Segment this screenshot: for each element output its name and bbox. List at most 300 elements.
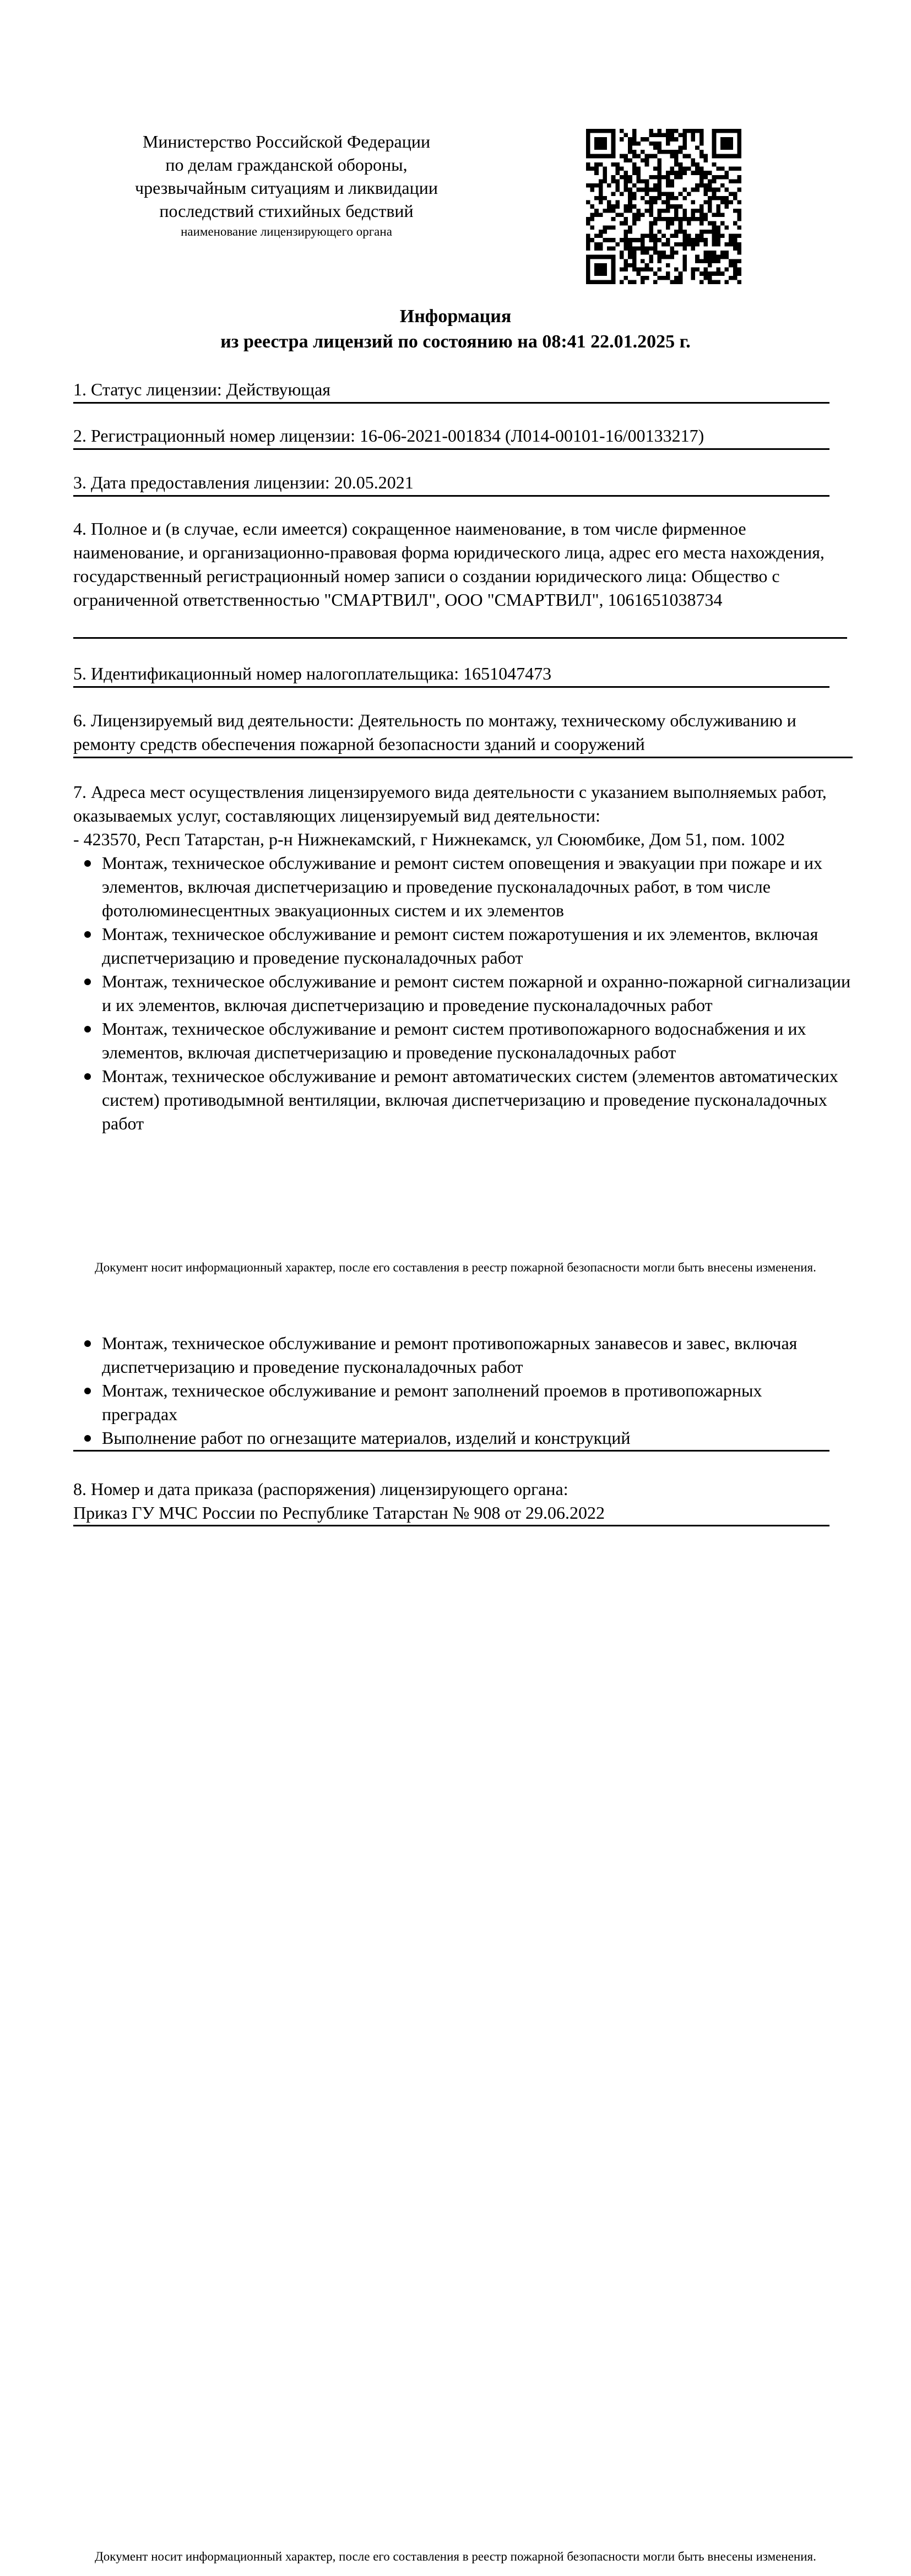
qr-module bbox=[703, 230, 708, 234]
qr-module bbox=[624, 175, 628, 180]
qr-module bbox=[712, 255, 717, 259]
qr-module bbox=[586, 268, 590, 272]
qr-module bbox=[725, 137, 729, 142]
qr-module bbox=[653, 188, 658, 192]
qr-module bbox=[599, 188, 603, 192]
qr-module bbox=[691, 129, 696, 133]
qr-module bbox=[708, 251, 712, 255]
qr-module bbox=[624, 246, 628, 251]
qr-module bbox=[607, 200, 611, 205]
qr-module bbox=[586, 255, 590, 259]
qr-module bbox=[699, 171, 704, 175]
qr-module bbox=[653, 280, 658, 284]
qr-module bbox=[703, 268, 708, 272]
qr-module bbox=[641, 234, 645, 238]
qr-module bbox=[666, 133, 670, 138]
qr-module bbox=[620, 255, 624, 259]
qr-module bbox=[679, 192, 683, 196]
qr-module bbox=[666, 271, 670, 276]
qr-module bbox=[670, 137, 674, 142]
qr-module bbox=[691, 200, 696, 205]
qr-module bbox=[599, 234, 603, 238]
qr-module bbox=[674, 242, 679, 247]
qr-module bbox=[599, 137, 603, 142]
qr-module bbox=[679, 225, 683, 230]
qr-module bbox=[653, 175, 658, 180]
qr-module bbox=[729, 142, 733, 146]
qr-module bbox=[708, 255, 712, 259]
qr-module bbox=[649, 209, 653, 213]
qr-module bbox=[607, 209, 611, 213]
qr-module bbox=[674, 137, 679, 142]
qr-module bbox=[594, 271, 599, 276]
qr-module bbox=[615, 183, 620, 188]
qr-module bbox=[691, 238, 696, 242]
qr-module bbox=[599, 242, 603, 247]
qr-module bbox=[615, 204, 620, 209]
qr-module bbox=[628, 225, 632, 230]
qr-module bbox=[611, 133, 616, 138]
qr-module bbox=[615, 242, 620, 247]
qr-module bbox=[603, 171, 607, 175]
qr-module bbox=[682, 188, 687, 192]
qr-module bbox=[599, 162, 603, 167]
qr-module bbox=[670, 251, 674, 255]
qr-module bbox=[611, 276, 616, 280]
qr-module bbox=[687, 238, 691, 242]
qr-module bbox=[658, 145, 662, 150]
qr-module bbox=[712, 280, 717, 284]
qr-module bbox=[712, 271, 717, 276]
qr-module bbox=[628, 280, 632, 284]
qr-module bbox=[653, 183, 658, 188]
qr-module bbox=[666, 209, 670, 213]
qr-module bbox=[703, 158, 708, 162]
qr-module bbox=[599, 142, 603, 146]
qr-module bbox=[695, 268, 699, 272]
qr-module bbox=[691, 217, 696, 221]
qr-module bbox=[674, 175, 679, 180]
qr-module bbox=[628, 242, 632, 247]
qr-module bbox=[649, 225, 653, 230]
qr-module bbox=[620, 238, 624, 242]
qr-module bbox=[682, 171, 687, 175]
list-item: Выполнение работ по огнезащите материалов, изделий и конструкций bbox=[102, 1426, 829, 1450]
qr-module bbox=[691, 171, 696, 175]
qr-module bbox=[703, 242, 708, 247]
qr-module bbox=[699, 230, 704, 234]
qr-module bbox=[624, 179, 628, 183]
qr-module bbox=[649, 133, 653, 138]
qr-module bbox=[586, 167, 590, 171]
qr-module bbox=[628, 192, 632, 196]
qr-module bbox=[620, 251, 624, 255]
disclaimer-note: Документ носит информационный характер, после его составления в реестр пожарной безопасности могли быть внесены изменения. bbox=[95, 1260, 816, 1274]
qr-module bbox=[658, 251, 662, 255]
qr-module bbox=[628, 175, 632, 180]
qr-module bbox=[733, 209, 738, 213]
qr-module bbox=[725, 280, 729, 284]
qr-module bbox=[737, 259, 741, 263]
qr-module bbox=[632, 251, 637, 255]
qr-module bbox=[653, 196, 658, 200]
qr-module bbox=[708, 209, 712, 213]
qr-module bbox=[599, 280, 603, 284]
qr-module bbox=[679, 171, 683, 175]
qr-module bbox=[599, 200, 603, 205]
qr-module bbox=[653, 242, 658, 247]
qr-module bbox=[632, 246, 637, 251]
qr-module bbox=[661, 200, 666, 205]
qr-module bbox=[679, 145, 683, 150]
qr-module bbox=[645, 179, 649, 183]
qr-module bbox=[670, 255, 674, 259]
org-line: Министерство Российской Федерации bbox=[142, 132, 431, 151]
qr-module bbox=[733, 259, 738, 263]
qr-module bbox=[695, 217, 699, 221]
qr-module bbox=[699, 167, 704, 171]
qr-module bbox=[737, 175, 741, 180]
qr-module bbox=[699, 238, 704, 242]
qr-module bbox=[674, 171, 679, 175]
qr-module bbox=[603, 129, 607, 133]
qr-module bbox=[682, 238, 687, 242]
qr-module bbox=[632, 150, 637, 154]
qr-module bbox=[658, 129, 662, 133]
qr-module bbox=[641, 196, 645, 200]
qr-module bbox=[670, 196, 674, 200]
qr-module bbox=[674, 154, 679, 159]
qr-module bbox=[687, 192, 691, 196]
qr-module bbox=[695, 255, 699, 259]
qr-module bbox=[658, 183, 662, 188]
qr-module bbox=[611, 255, 616, 259]
address: - 423570, Респ Татарстан, р-н Нижнекамский, г Нижнекамск, ул Сююмбике, Дом 51, пом. 1002 bbox=[73, 829, 785, 849]
qr-module bbox=[620, 221, 624, 226]
qr-module bbox=[645, 154, 649, 159]
licensing-order bbox=[73, 1477, 829, 1526]
qr-module bbox=[716, 255, 720, 259]
qr-module bbox=[658, 167, 662, 171]
qr-module bbox=[590, 154, 595, 159]
qr-module bbox=[699, 217, 704, 221]
list-item: Монтаж, техническое обслуживание и ремонт систем пожаротушения и их элементов, включая диспетчеризацию и проведение пусконаладочных работ bbox=[102, 922, 863, 970]
qr-module bbox=[733, 268, 738, 272]
qr-module bbox=[708, 171, 712, 175]
qr-module bbox=[632, 137, 637, 142]
qr-module bbox=[682, 133, 687, 138]
qr-module bbox=[666, 137, 670, 142]
licensing-authority bbox=[110, 130, 463, 240]
qr-module bbox=[720, 154, 725, 159]
qr-module bbox=[611, 129, 616, 133]
qr-module bbox=[645, 192, 649, 196]
qr-module bbox=[599, 154, 603, 159]
qr-module bbox=[649, 175, 653, 180]
qr-module bbox=[658, 209, 662, 213]
qr-module bbox=[590, 183, 595, 188]
title-line-2: из реестра лицензий по состоянию на 08:41 22.01.2025 г. bbox=[220, 331, 691, 352]
qr-module bbox=[603, 175, 607, 180]
qr-module bbox=[708, 183, 712, 188]
qr-module bbox=[666, 221, 670, 226]
qr-module bbox=[632, 268, 637, 272]
qr-module bbox=[695, 129, 699, 133]
qr-module bbox=[716, 175, 720, 180]
works-list bbox=[73, 1332, 829, 1450]
qr-module bbox=[645, 137, 649, 142]
qr-module bbox=[649, 213, 653, 217]
qr-module bbox=[594, 263, 599, 268]
qr-module bbox=[695, 183, 699, 188]
qr-module bbox=[725, 204, 729, 209]
qr-module bbox=[624, 133, 628, 138]
qr-module bbox=[599, 183, 603, 188]
qr-module bbox=[661, 209, 666, 213]
qr-module bbox=[703, 259, 708, 263]
qr-module bbox=[703, 251, 708, 255]
qr-module bbox=[712, 133, 717, 138]
qr-module bbox=[729, 167, 733, 171]
qr-module bbox=[658, 133, 662, 138]
qr-module bbox=[666, 242, 670, 247]
qr-module bbox=[670, 192, 674, 196]
qr-module bbox=[682, 209, 687, 213]
qr-module bbox=[641, 276, 645, 280]
qr-module bbox=[733, 196, 738, 200]
qr-module bbox=[658, 238, 662, 242]
qr-module bbox=[628, 142, 632, 146]
qr-module bbox=[607, 238, 611, 242]
qr-module bbox=[666, 263, 670, 268]
qr-module bbox=[716, 234, 720, 238]
qr-module bbox=[725, 200, 729, 205]
qr-module bbox=[737, 209, 741, 213]
qr-module bbox=[624, 204, 628, 209]
qr-module bbox=[624, 238, 628, 242]
qr-module bbox=[695, 259, 699, 263]
qr-module bbox=[725, 255, 729, 259]
qr-module bbox=[682, 234, 687, 238]
qr-module bbox=[703, 175, 708, 180]
qr-module bbox=[699, 204, 704, 209]
qr-module bbox=[624, 242, 628, 247]
qr-module bbox=[720, 137, 725, 142]
qr-module bbox=[594, 268, 599, 272]
qr-module bbox=[716, 129, 720, 133]
qr-module bbox=[695, 167, 699, 171]
qr-module bbox=[620, 268, 624, 272]
qr-module bbox=[586, 263, 590, 268]
qr-module bbox=[641, 179, 645, 183]
qr-module bbox=[666, 192, 670, 196]
qr-module bbox=[611, 175, 616, 180]
qr-module bbox=[708, 271, 712, 276]
qr-module bbox=[712, 150, 717, 154]
qr-module bbox=[636, 268, 641, 272]
qr-module bbox=[716, 188, 720, 192]
qr-module bbox=[624, 188, 628, 192]
qr-module bbox=[679, 162, 683, 167]
qr-module bbox=[666, 175, 670, 180]
qr-module bbox=[687, 217, 691, 221]
qr-module bbox=[729, 234, 733, 238]
qr-module bbox=[737, 200, 741, 205]
qr-module bbox=[658, 196, 662, 200]
qr-module bbox=[712, 221, 717, 226]
qr-module bbox=[624, 221, 628, 226]
qr-module bbox=[632, 213, 637, 217]
qr-module bbox=[615, 179, 620, 183]
qr-module bbox=[720, 129, 725, 133]
qr-module bbox=[649, 234, 653, 238]
qr-module bbox=[620, 167, 624, 171]
qr-module bbox=[674, 209, 679, 213]
org-line: по делам гражданской обороны, bbox=[165, 155, 408, 175]
qr-module bbox=[679, 204, 683, 209]
qr-module bbox=[737, 167, 741, 171]
qr-module bbox=[712, 162, 717, 167]
qr-module bbox=[661, 192, 666, 196]
qr-module bbox=[645, 268, 649, 272]
qr-module bbox=[590, 129, 595, 133]
qr-module bbox=[586, 200, 590, 205]
qr-module bbox=[670, 150, 674, 154]
qr-module bbox=[712, 188, 717, 192]
qr-module bbox=[708, 276, 712, 280]
qr-module bbox=[716, 209, 720, 213]
qr-module bbox=[666, 129, 670, 133]
qr-module bbox=[720, 196, 725, 200]
qr-module bbox=[679, 280, 683, 284]
qr-module bbox=[729, 137, 733, 142]
qr-module bbox=[641, 242, 645, 247]
qr-module bbox=[594, 162, 599, 167]
qr-module bbox=[733, 154, 738, 159]
qr-module bbox=[682, 196, 687, 200]
qr-module bbox=[632, 259, 637, 263]
qr-module bbox=[674, 204, 679, 209]
qr-module bbox=[586, 280, 590, 284]
qr-module bbox=[641, 251, 645, 255]
inn: 5. Идентификационный номер налогоплательщика: 1651047473 bbox=[73, 662, 829, 688]
qr-module bbox=[733, 276, 738, 280]
qr-module bbox=[645, 234, 649, 238]
qr-module bbox=[695, 242, 699, 247]
qr-module bbox=[628, 179, 632, 183]
qr-module bbox=[599, 129, 603, 133]
qr-module bbox=[708, 259, 712, 263]
qr-module bbox=[586, 238, 590, 242]
qr-module bbox=[703, 200, 708, 205]
qr-module bbox=[586, 234, 590, 238]
qr-module bbox=[666, 255, 670, 259]
qr-module bbox=[670, 204, 674, 209]
qr-module bbox=[624, 263, 628, 268]
qr-module bbox=[682, 268, 687, 272]
qr-module bbox=[716, 167, 720, 171]
qr-module bbox=[658, 230, 662, 234]
qr-module bbox=[594, 145, 599, 150]
qr-module bbox=[649, 142, 653, 146]
qr-module bbox=[699, 183, 704, 188]
qr-module bbox=[670, 183, 674, 188]
qr-module bbox=[603, 196, 607, 200]
qr-module bbox=[594, 246, 599, 251]
qr-module bbox=[674, 213, 679, 217]
qr-module bbox=[695, 162, 699, 167]
qr-module bbox=[603, 238, 607, 242]
qr-module bbox=[716, 225, 720, 230]
qr-module bbox=[641, 188, 645, 192]
qr-module bbox=[641, 213, 645, 217]
qr-module bbox=[620, 129, 624, 133]
qr-module bbox=[611, 145, 616, 150]
qr-module bbox=[590, 225, 595, 230]
qr-module bbox=[636, 175, 641, 180]
qr-module bbox=[699, 150, 704, 154]
qr-module bbox=[615, 213, 620, 217]
qr-module bbox=[611, 150, 616, 154]
qr-module bbox=[666, 183, 670, 188]
licensed-activity: 6. Лицензируемый вид деятельности: Деятельность по монтажу, техническому обслуживанию и ремонту средств обеспечения пожарной безопасности зданий и сооружений bbox=[73, 709, 853, 758]
qr-module bbox=[737, 242, 741, 247]
qr-module bbox=[636, 271, 641, 276]
qr-module bbox=[708, 179, 712, 183]
qr-module bbox=[733, 246, 738, 251]
qr-module bbox=[682, 259, 687, 263]
qr-module bbox=[725, 145, 729, 150]
qr-module bbox=[636, 171, 641, 175]
qr-module bbox=[645, 162, 649, 167]
qr-module bbox=[586, 276, 590, 280]
qr-module bbox=[615, 167, 620, 171]
qr-module bbox=[586, 133, 590, 138]
qr-module bbox=[632, 183, 637, 188]
qr-module bbox=[594, 142, 599, 146]
qr-module bbox=[695, 209, 699, 213]
qr-module bbox=[737, 137, 741, 142]
qr-module bbox=[695, 238, 699, 242]
order-heading: 8. Номер и дата приказа (распоряжения) лицензирующего органа: bbox=[73, 1479, 568, 1499]
qr-module bbox=[666, 171, 670, 175]
qr-module bbox=[666, 225, 670, 230]
qr-module bbox=[594, 129, 599, 133]
qr-module bbox=[632, 263, 637, 268]
list-item: Монтаж, техническое обслуживание и ремонт систем оповещения и эвакуации при пожаре и их элементов, включая диспетчеризацию и проведение пусконаладочных работ, в том числе фотолюминесцентных эвакуационных систем и их элементов bbox=[102, 851, 863, 922]
qr-module bbox=[687, 154, 691, 159]
qr-module bbox=[691, 268, 696, 272]
qr-module bbox=[603, 268, 607, 272]
qr-module bbox=[624, 234, 628, 238]
qr-module bbox=[733, 271, 738, 276]
qr-module bbox=[658, 268, 662, 272]
qr-module bbox=[586, 145, 590, 150]
qr-module bbox=[682, 142, 687, 146]
qr-module bbox=[725, 175, 729, 180]
qr-module bbox=[594, 196, 599, 200]
qr-module bbox=[720, 234, 725, 238]
qr-module bbox=[737, 246, 741, 251]
qr-module bbox=[594, 255, 599, 259]
qr-module bbox=[737, 225, 741, 230]
issue-date: 3. Дата предоставления лицензии: 20.05.2021 bbox=[73, 471, 829, 497]
qr-module bbox=[729, 242, 733, 247]
qr-module bbox=[691, 162, 696, 167]
qr-module bbox=[661, 242, 666, 247]
qr-module bbox=[645, 209, 649, 213]
qr-module bbox=[670, 133, 674, 138]
